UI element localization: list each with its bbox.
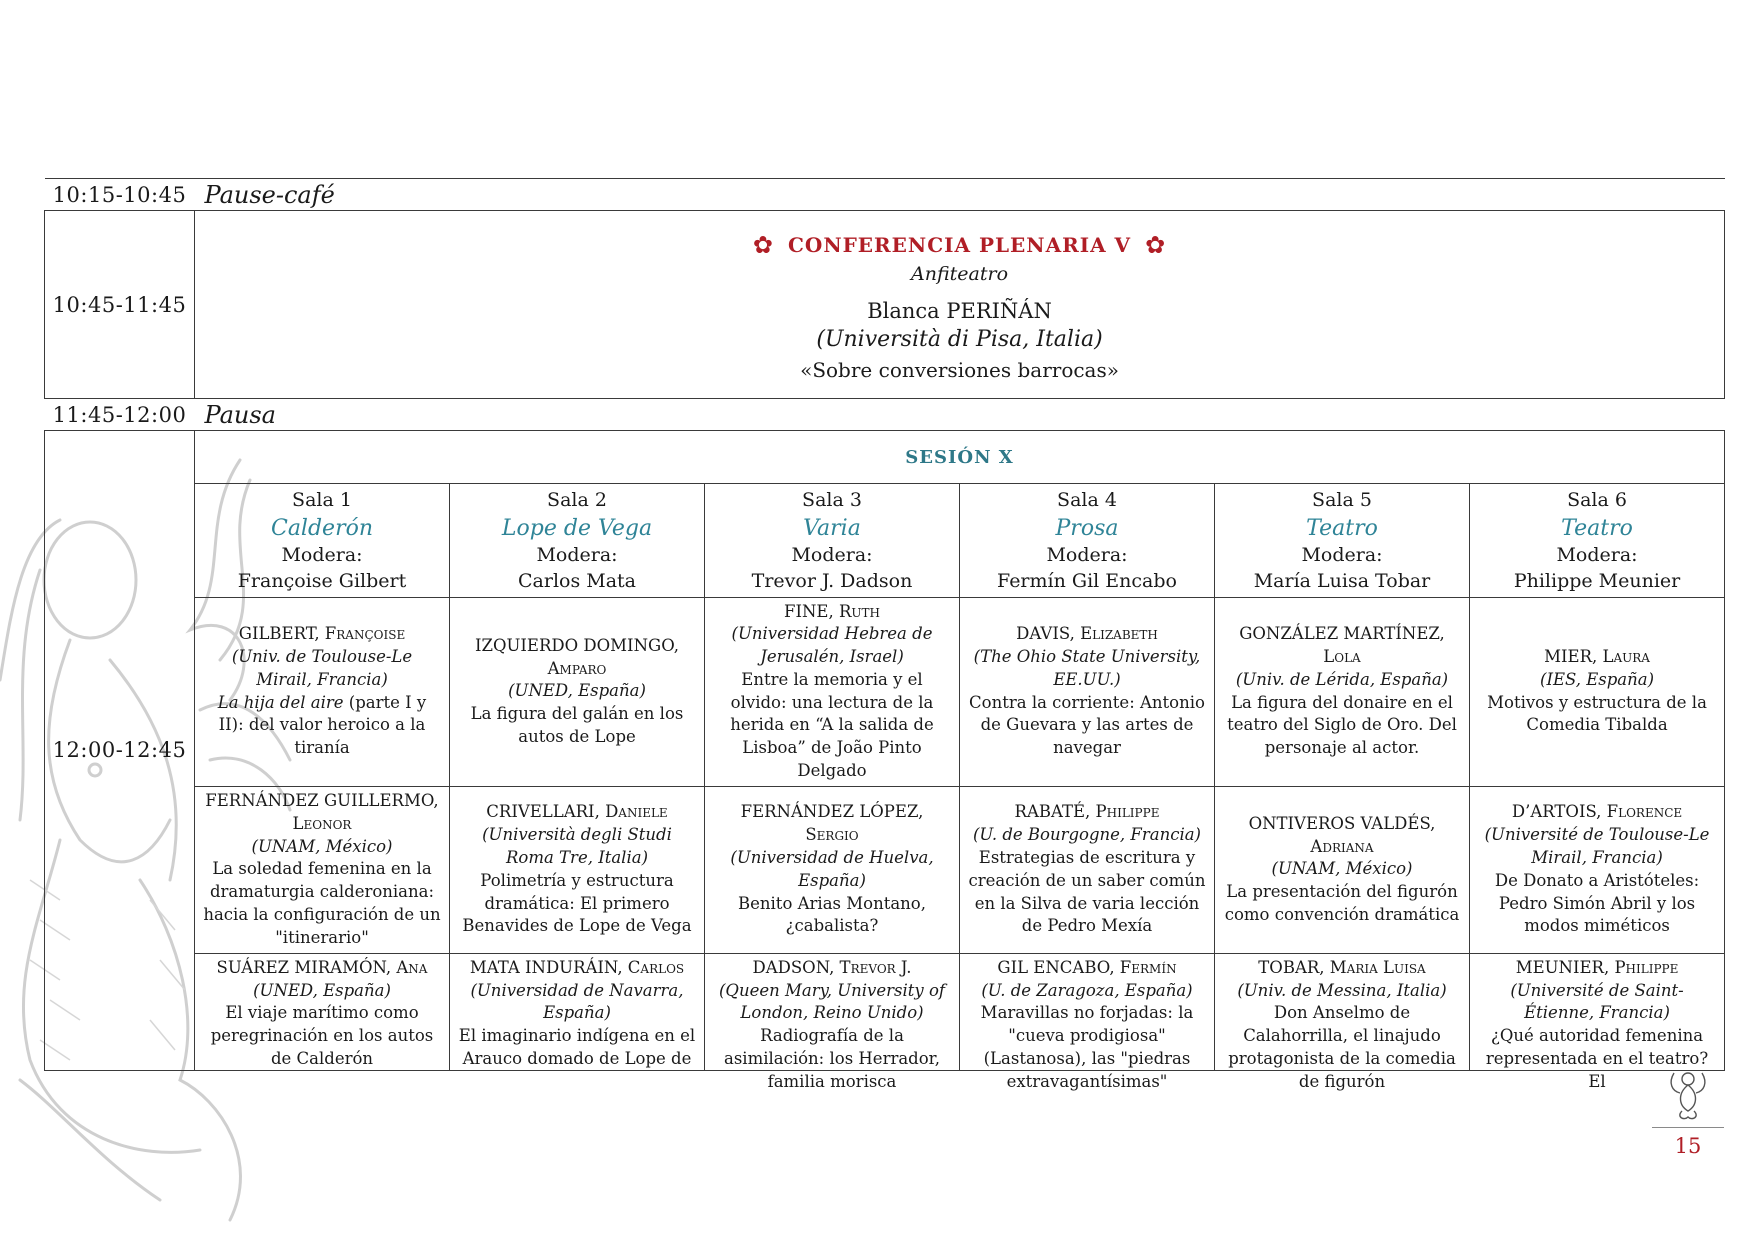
paper-title — [203, 858, 441, 949]
session-header-row — [45, 431, 1725, 484]
room-header-cell — [1215, 484, 1470, 598]
paper-author: DAVIS, Elizabeth — [1016, 624, 1158, 644]
paper-affiliation: (Université de Saint-Étienne, Francia) — [1510, 980, 1684, 1023]
paper-cell — [1470, 597, 1725, 786]
plenary-cell — [195, 211, 1725, 399]
paper-affiliation: (U. de Zaragoza, España) — [981, 980, 1193, 1000]
room-name: Sala 4 — [1057, 489, 1117, 511]
room-theme: Varia — [803, 515, 861, 541]
plenary-row — [45, 211, 1725, 399]
moderator-label: Modera: — [1301, 544, 1383, 567]
room-name: Sala 6 — [1567, 489, 1627, 511]
paper-title-text: Don Anselmo de Calahorrilla, el linajudo protagonista de la comedia de figurón — [1228, 1003, 1456, 1091]
paper-title-text: El viaje marítimo como peregrinación en los autos de Calderón — [210, 1003, 434, 1068]
plenary-affiliation: (Università di Pisa, Italia) — [816, 327, 1103, 352]
room-theme: Teatro — [1561, 515, 1633, 541]
paper-affiliation: (The Ohio State University, EE.UU.) — [973, 647, 1201, 689]
paper-title-text: Motivos y estructura de la Comedia Tibalda — [1487, 692, 1707, 735]
paper-title-text: Radiografía de la asimilación: los Herrador, familia morisca — [723, 1026, 940, 1091]
paper-content — [458, 957, 696, 1068]
paper-affiliation: (Università degli Studi Roma Tre, Italia) — [482, 825, 672, 867]
paper-title — [458, 1025, 696, 1071]
moderator-label: Modera: — [791, 544, 873, 567]
ornament-right-icon: ✿ — [1145, 231, 1167, 259]
paper-title-text: De Donato a Aristóteles: Pedro Simón Abril y los modos miméticos — [1494, 870, 1700, 936]
papers-row — [45, 953, 1725, 1070]
paper-cell — [450, 597, 705, 786]
paper-cell — [960, 786, 1215, 953]
room-theme: Prosa — [1055, 515, 1119, 541]
break-label: Pause-café — [195, 179, 1725, 211]
plenary-heading — [195, 231, 1724, 259]
paper-affiliation: (IES, España) — [1540, 669, 1655, 689]
paper-title — [968, 1002, 1206, 1093]
paper-title-text: ¿Qué autoridad femenina representada en el teatro? El — [1485, 1026, 1709, 1091]
paper-cell — [705, 953, 960, 1091]
room-name: Sala 3 — [802, 489, 862, 511]
paper-affiliation: (Universidad de Navarra, España) — [470, 980, 684, 1023]
paper-title-text: Contra la corriente: Antonio de Guevara y las artes de navegar — [969, 692, 1205, 758]
paper-cell — [195, 786, 450, 953]
paper-content — [968, 957, 1206, 1091]
plenary-lecture-title: «Sobre conversiones barrocas» — [800, 358, 1119, 382]
room-name: Sala 5 — [1312, 489, 1372, 511]
room-theme: Teatro — [1306, 515, 1378, 541]
paper-title-text: La presentación del figurón como convención dramática — [1224, 882, 1460, 924]
paper-title-text: La figura del donaire en el teatro del Siglo de Oro. Del personaje al actor. — [1227, 692, 1457, 758]
paper-title-text: Benito Arias Montano, ¿cabalista? — [738, 893, 926, 936]
paper-title-text: Maravillas no forjadas: la "cueva prodigiosa" (Lastanosa), las "piedras extravagantísimas" — [980, 1003, 1194, 1091]
plenary-venue: Anfiteatro — [911, 263, 1009, 285]
moderator-label: Modera: — [1046, 544, 1128, 567]
paper-title — [713, 893, 951, 939]
paper-author: MIER, Laura — [1544, 647, 1650, 667]
paper-content — [713, 957, 951, 1091]
paper-author: CRIVELLARI, Daniele — [486, 802, 668, 822]
paper-cell — [450, 953, 705, 1070]
paper-affiliation: (Universidad Hebrea de Jerusalén, Israel) — [731, 624, 933, 667]
break-label: Pausa — [195, 399, 1725, 431]
paper-author: GILBERT, Françoise — [238, 624, 406, 644]
paper-cell — [705, 597, 960, 786]
moderator-name: Trevor J. Dadson — [751, 569, 913, 592]
moderator-label: Modera: — [536, 544, 618, 567]
room-name: Sala 2 — [547, 489, 607, 511]
time-slot: 10:15-10:45 — [45, 179, 195, 211]
paper-affiliation: (UNAM, México) — [251, 836, 393, 856]
paper-title — [1478, 1025, 1716, 1093]
paper-title-text: La soledad femenina en la dramaturgia calderoniana: hacia la configuración de un "itinerario" — [203, 859, 441, 947]
moderator-name: Carlos Mata — [518, 569, 636, 592]
time-slot: 11:45-12:00 — [45, 399, 195, 431]
paper-affiliation: (UNED, España) — [508, 681, 646, 701]
paper-affiliation: (U. de Bourgogne, Francia) — [973, 825, 1201, 845]
papers-row — [45, 786, 1725, 953]
paper-author: GIL ENCABO, Fermín — [997, 957, 1177, 977]
paper-title-text: (parte I y II): del valor heroico a la tiranía — [218, 692, 427, 758]
time-slot: 12:00-12:45 — [45, 431, 195, 1071]
session-title: SESIÓN X — [195, 431, 1725, 484]
paper-title — [458, 703, 696, 749]
paper-title — [713, 1025, 951, 1093]
paper-author: SUÁREZ MIRAMÓN, Ana — [216, 957, 428, 977]
paper-title — [1478, 692, 1716, 738]
paper-title — [968, 692, 1206, 760]
paper-cell — [960, 597, 1215, 786]
paper-affiliation: (Université de Toulouse-Le Mirail, Francia) — [1484, 825, 1710, 867]
paper-cell — [705, 786, 960, 953]
paper-title — [1223, 692, 1461, 760]
paper-affiliation: (Univ. de Toulouse-Le Mirail, Francia) — [231, 647, 413, 689]
paper-author: MEUNIER, Philippe — [1515, 957, 1679, 977]
plenary-speaker: Blanca PERIÑÁN — [867, 299, 1052, 323]
room-header-cell — [705, 484, 960, 598]
room-theme: Lope de Vega — [501, 515, 653, 541]
paper-author: RABATÉ, Philippe — [1014, 802, 1160, 822]
pause-cafe-row — [45, 179, 1725, 211]
paper-author: ONTIVEROS VALDÉS, Adriana — [1248, 813, 1436, 856]
moderator-label: Modera: — [281, 544, 363, 567]
ornament-left-icon: ✿ — [752, 231, 774, 259]
paper-content — [1478, 957, 1716, 1091]
paper-title — [1223, 881, 1461, 927]
paper-author: GONZÁLEZ MARTÍNEZ, Lola — [1239, 624, 1445, 667]
paper-cell — [1470, 953, 1725, 1091]
room-header-cell — [1470, 484, 1725, 598]
room-header-cell — [450, 484, 705, 598]
paper-title — [1478, 870, 1716, 938]
paper-affiliation: (Univ. de Lérida, España) — [1235, 669, 1449, 689]
paper-author: TOBAR, Maria Luisa — [1258, 957, 1426, 977]
moderator-name: María Luisa Tobar — [1253, 569, 1431, 592]
paper-cell — [195, 597, 450, 786]
paper-author: MATA INDURÁIN, Carlos — [469, 957, 685, 977]
papers-row — [45, 597, 1725, 786]
paper-cell — [1215, 786, 1470, 953]
paper-content — [1223, 957, 1461, 1091]
moderator-label: Modera: — [1556, 544, 1638, 567]
paper-cell — [450, 786, 705, 953]
paper-title-text: Polimetría y estructura dramática: El primero Benavides de Lope de Vega — [462, 870, 692, 936]
moderator-name: Philippe Meunier — [1513, 569, 1681, 592]
paper-title — [713, 669, 951, 783]
time-slot: 10:45-11:45 — [45, 211, 195, 399]
rooms-row — [45, 484, 1725, 598]
paper-author: FINE, Ruth — [784, 601, 880, 621]
paper-title-text: Estrategias de escritura y creación de un saber común en la Silva de varia lección de Pedro Mexía — [968, 847, 1206, 936]
paper-affiliation: (UNAM, México) — [1271, 859, 1413, 879]
paper-title — [968, 847, 1206, 938]
room-header-cell — [960, 484, 1215, 598]
paper-title-text: La figura del galán en los autos de Lope — [470, 704, 684, 746]
page-number: 15 — [1674, 1134, 1702, 1158]
paper-cell — [1470, 786, 1725, 953]
paper-author: DADSON, Trevor J. — [752, 957, 912, 977]
paper-title-text: Entre la memoria y el olvido: una lectura de la herida en “A la salida de Lisboa” de João Pinto Delgado — [730, 669, 934, 780]
paper-author: FERNÁNDEZ GUILLERMO, Leonor — [205, 791, 439, 833]
paper-title — [203, 692, 441, 760]
plenary-title: CONFERENCIA PLENARIA V — [787, 233, 1132, 257]
conference-program-table — [44, 178, 1725, 1091]
pausa-row — [45, 399, 1725, 431]
paper-author: FERNÁNDEZ LÓPEZ, Sergio — [740, 802, 924, 845]
room-theme: Calderón — [270, 515, 374, 541]
room-name: Sala 1 — [292, 489, 352, 511]
paper-title — [1223, 1002, 1461, 1093]
paper-affiliation: (Queen Mary, University of London, Reino Unido) — [719, 980, 945, 1023]
paper-title — [203, 1002, 441, 1070]
paper-content — [203, 957, 441, 1068]
room-header-cell — [195, 484, 450, 598]
moderator-name: Françoise Gilbert — [237, 569, 407, 592]
paper-affiliation: (UNED, España) — [253, 980, 391, 1000]
paper-affiliation: (Univ. de Messina, Italia) — [1237, 980, 1447, 1000]
paper-title-text: El imaginario indígena en el Arauco domado de Lope de — [458, 1026, 696, 1068]
paper-title-italic: La hija del aire — [217, 692, 344, 712]
paper-cell — [960, 953, 1215, 1091]
paper-author: D’ARTOIS, Florence — [1511, 802, 1683, 822]
paper-cell — [1215, 953, 1470, 1091]
footer-rule — [1652, 1127, 1724, 1128]
paper-cell — [1215, 597, 1470, 786]
paper-title — [458, 870, 696, 938]
paper-affiliation: (Universidad de Huelva, España) — [730, 847, 934, 890]
paper-cell — [195, 953, 450, 1070]
paper-author: IZQUIERDO DOMINGO, Amparo — [475, 635, 679, 678]
moderator-name: Fermín Gil Encabo — [997, 569, 1177, 592]
